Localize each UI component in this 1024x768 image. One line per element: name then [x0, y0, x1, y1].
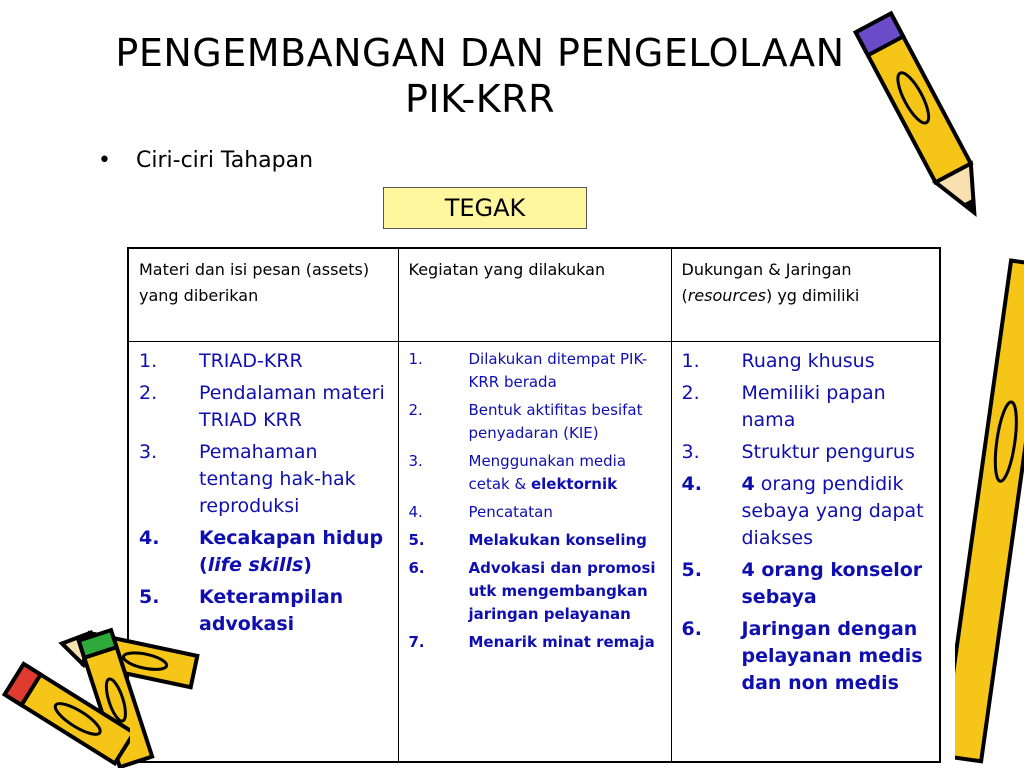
- stage-label-box: TEGAK: [383, 187, 587, 229]
- header-cell-activities: Kegiatan yang dilakukan: [398, 248, 671, 342]
- list-item: 2. Memiliki papan nama: [681, 382, 886, 431]
- list-item: 7. Menarik minat remaja: [408, 633, 655, 651]
- header-cell-assets: Materi dan isi pesan (assets) yang diberikan: [128, 248, 398, 342]
- assets-list: [139, 348, 388, 638]
- list-item: 3. Struktur pengurus: [681, 441, 915, 463]
- bullet-item: [98, 148, 313, 173]
- slide-title-line2: PIK-KRR: [405, 77, 555, 121]
- header-cell-resources: Dukungan & Jaringan (resources) yg dimiliki: [671, 248, 940, 342]
- list-item: 6. Advokasi dan promosi utk mengembangkan jaringan pelayanan: [408, 559, 656, 623]
- pencil-icon: [850, 0, 1000, 240]
- list-item: 3. Pemahaman tentang hak-hak reproduksi: [139, 441, 356, 517]
- bullet-text: Ciri-ciri Tahapan: [136, 148, 314, 173]
- activities-list: [409, 348, 661, 654]
- slide-title-line1: PENGEMBANGAN DAN PENGELOLAAN: [115, 31, 845, 75]
- list-item: 4. Kecakapan hidup (life skills): [139, 527, 384, 576]
- activities-cell: [398, 342, 671, 763]
- pencil-icon: [0, 655, 130, 768]
- list-item: 5. 4 orang konselor sebaya: [681, 559, 923, 608]
- list-item: 1. Dilakukan ditempat PIK-KRR berada: [408, 350, 648, 391]
- list-item: 2. Pendalaman materi TRIAD KRR: [139, 382, 385, 431]
- list-item: 1. TRIAD-KRR: [139, 350, 303, 372]
- list-item: 5. Keterampilan advokasi: [139, 586, 344, 635]
- table-header-row: [128, 248, 940, 342]
- list-item: 4. 4 orang pendidik sebaya yang dapat diakses: [681, 473, 924, 549]
- stage-characteristics-table: [127, 247, 941, 763]
- list-item: 6. Jaringan dengan pelayanan medis dan non medis: [681, 618, 923, 694]
- table-body-row: [128, 342, 940, 763]
- list-item: 4. Pencatatan: [408, 503, 553, 521]
- list-item: 3. Menggunakan media cetak & elektornik: [408, 452, 627, 493]
- slide-title: [60, 30, 900, 122]
- resources-cell: [671, 342, 940, 763]
- resources-list: [682, 348, 930, 697]
- bullet-marker: •: [98, 148, 111, 173]
- list-item: 1. Ruang khusus: [681, 350, 875, 372]
- pencil-icon: [955, 240, 1024, 768]
- list-item: 5. Melakukan konseling: [408, 531, 647, 549]
- list-item: 2. Bentuk aktifitas besifat penyadaran (KIE): [408, 401, 643, 442]
